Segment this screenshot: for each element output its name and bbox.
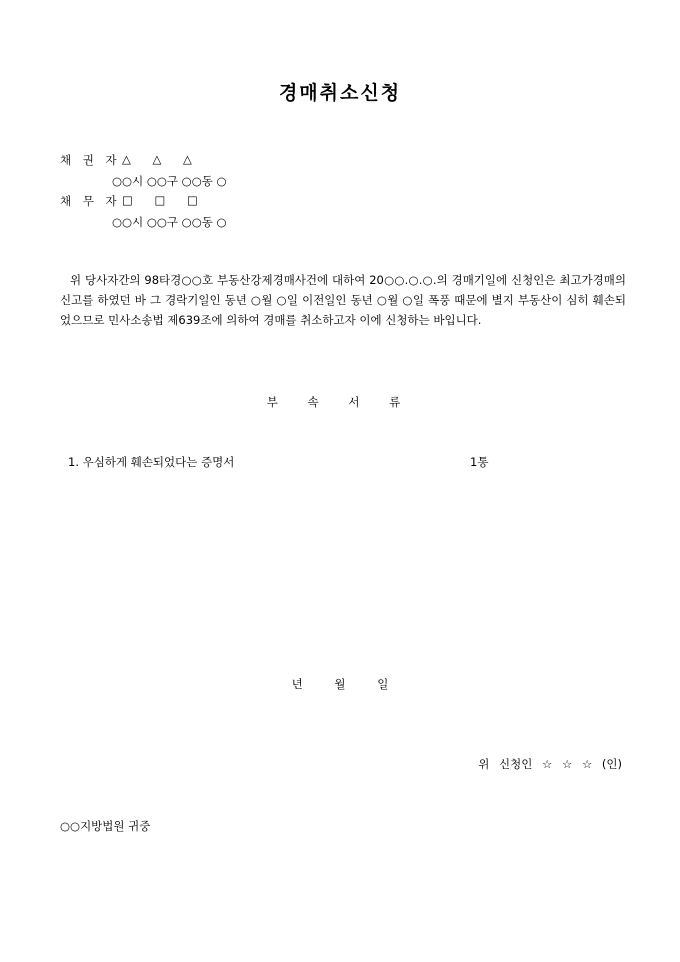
creditor-name: △ △ △: [122, 152, 201, 166]
applicant-signature: 위 신청인 ☆ ☆ ☆ (인): [478, 757, 622, 771]
document-title: 경매취소신청: [278, 82, 402, 104]
creditor-label: 채 권 자: [60, 153, 121, 167]
date-line: 년 월 일: [291, 677, 389, 691]
creditor-address: ○○시 ○○구 ○○동 ○: [112, 174, 227, 188]
attachment-count: 1통: [470, 455, 489, 469]
debtor-address: ○○시 ○○구 ○○동 ○: [112, 215, 227, 229]
application-body: 위 당사자간의 98타경○○호 부동산강제경매사건에 대하여 20○○.○.○.의 경매기일에 신청인은 최고가경매의 신고를 하였던 바 그 경락기일인 동년 ○월 ○일 이전일인 동년 ○월 ○일 폭풍 때문에 별지 부동산이 심히 훼손되었으므로 민사소송법 제639조에 의하여 경매를 취소하고자 이에 신청하는 바입니다.: [60, 273, 626, 327]
attachment-item: 1. 우심하게 훼손되었다는 증명서: [68, 455, 235, 469]
court-addressee: ○○지방법원 귀중: [60, 819, 151, 833]
attachments-title: 부 속 서 류: [266, 395, 414, 409]
debtor-label: 채 무 자: [60, 194, 121, 208]
debtor-name: □ □ □: [122, 193, 207, 207]
